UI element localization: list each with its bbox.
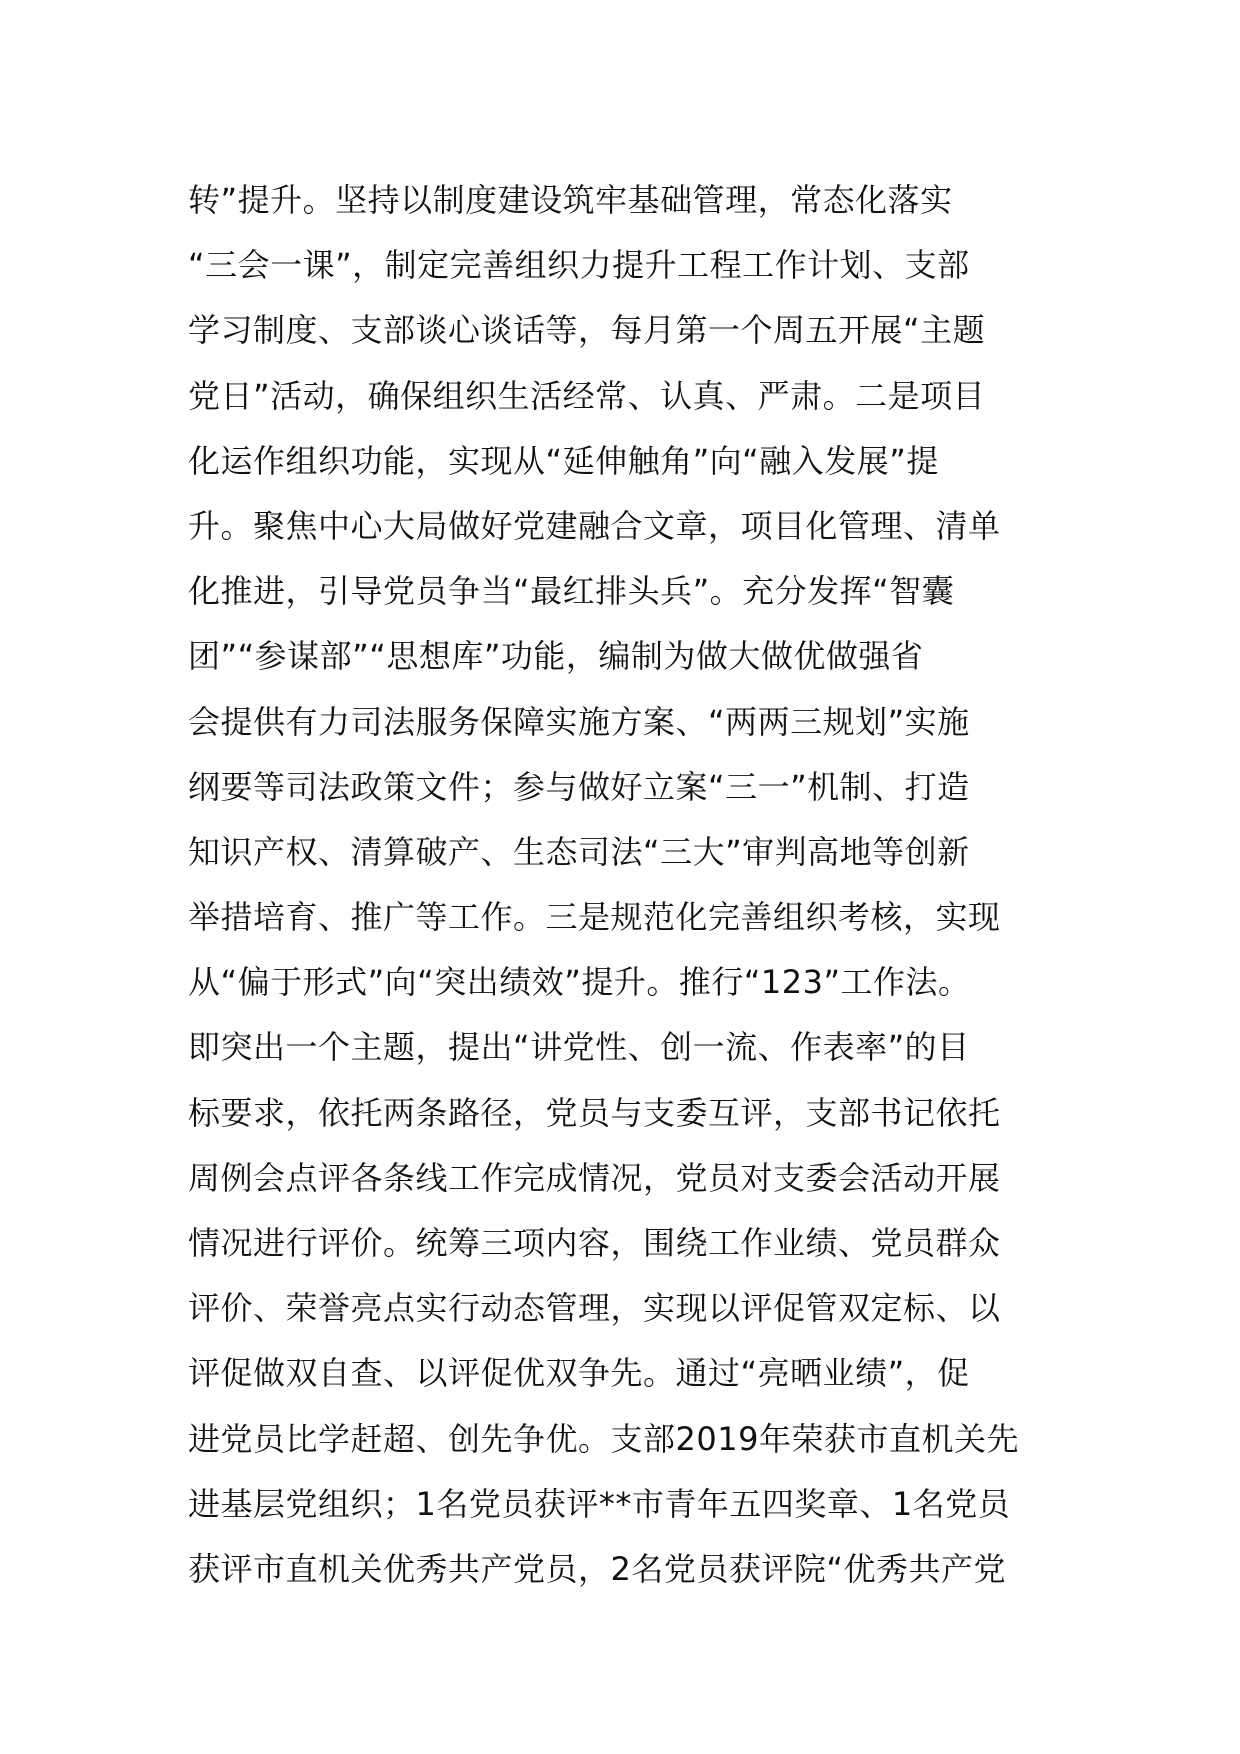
text-line: 化运作组织功能，实现从“延伸触角”向“融入发展”提 [188, 441, 939, 480]
text-line: 知识产权、清算破产、生态司法“三大”审判高地等创新 [188, 832, 970, 871]
text-line: 标要求，依托两条路径，党员与支委互评，支部书记依托 [188, 1093, 1001, 1132]
text-line: 升。聚焦中心大局做好党建融合文章，项目化管理、清单 [188, 506, 1001, 545]
text-line: 化推进，引导党员争当“最红排头兵”。充分发挥“智囊 [188, 572, 955, 611]
text-line: 党日”活动，确保组织生活经常、认真、严肃。二是项目 [188, 376, 986, 415]
text-line: 评价、荣誉亮点实行动态管理，实现以评促管双定标、以 [188, 1289, 1001, 1328]
text-line: 纲要等司法政策文件；参与做好立案“三一”机制、打造 [188, 767, 970, 806]
text-line: 转”提升。坚持以制度建设筑牢基础管理，常态化落实 [188, 181, 953, 219]
text-line: “三会一课”，制定完善组织力提升工程工作计划、支部 [188, 246, 970, 285]
text-line: 进党员比学赶超、创先争优。支部2019年荣获市直机关先 [188, 1419, 1019, 1458]
text-line: 周例会点评各条线工作完成情况，党员对支委会活动开展 [188, 1158, 1001, 1197]
text-line: 获评市直机关优秀共产党员，2名党员获评院“优秀共产党 [188, 1549, 1006, 1588]
text-line: 情况进行评价。统筹三项内容，围绕工作业绩、党员群众 [188, 1224, 1001, 1262]
text-line: 评促做双自查、以评促优双争先。通过“亮晒业绩”，促 [188, 1354, 970, 1393]
text-line: 进基层党组织；1名党员获评**市青年五四奖章、1名党员 [188, 1484, 1011, 1523]
text-line: 学习制度、支部谈心谈话等，每月第一个周五开展“主题 [188, 311, 986, 350]
text-line: 即突出一个主题，提出“讲党性、创一流、作表率”的目 [188, 1028, 970, 1067]
text-line: 团”“参谋部”“思想库”功能，编制为做大做优做强省 [188, 637, 924, 676]
text-line: 举措培育、推广等工作。三是规范化完善组织考核，实现 [188, 898, 1001, 937]
text-line: 从“偏于形式”向“突出绩效”提升。推行“123”工作法。 [188, 963, 971, 1002]
body-text [188, 168, 1088, 1602]
text-line: 会提供有力司法服务保障实施方案、“两两三规划”实施 [188, 702, 970, 741]
